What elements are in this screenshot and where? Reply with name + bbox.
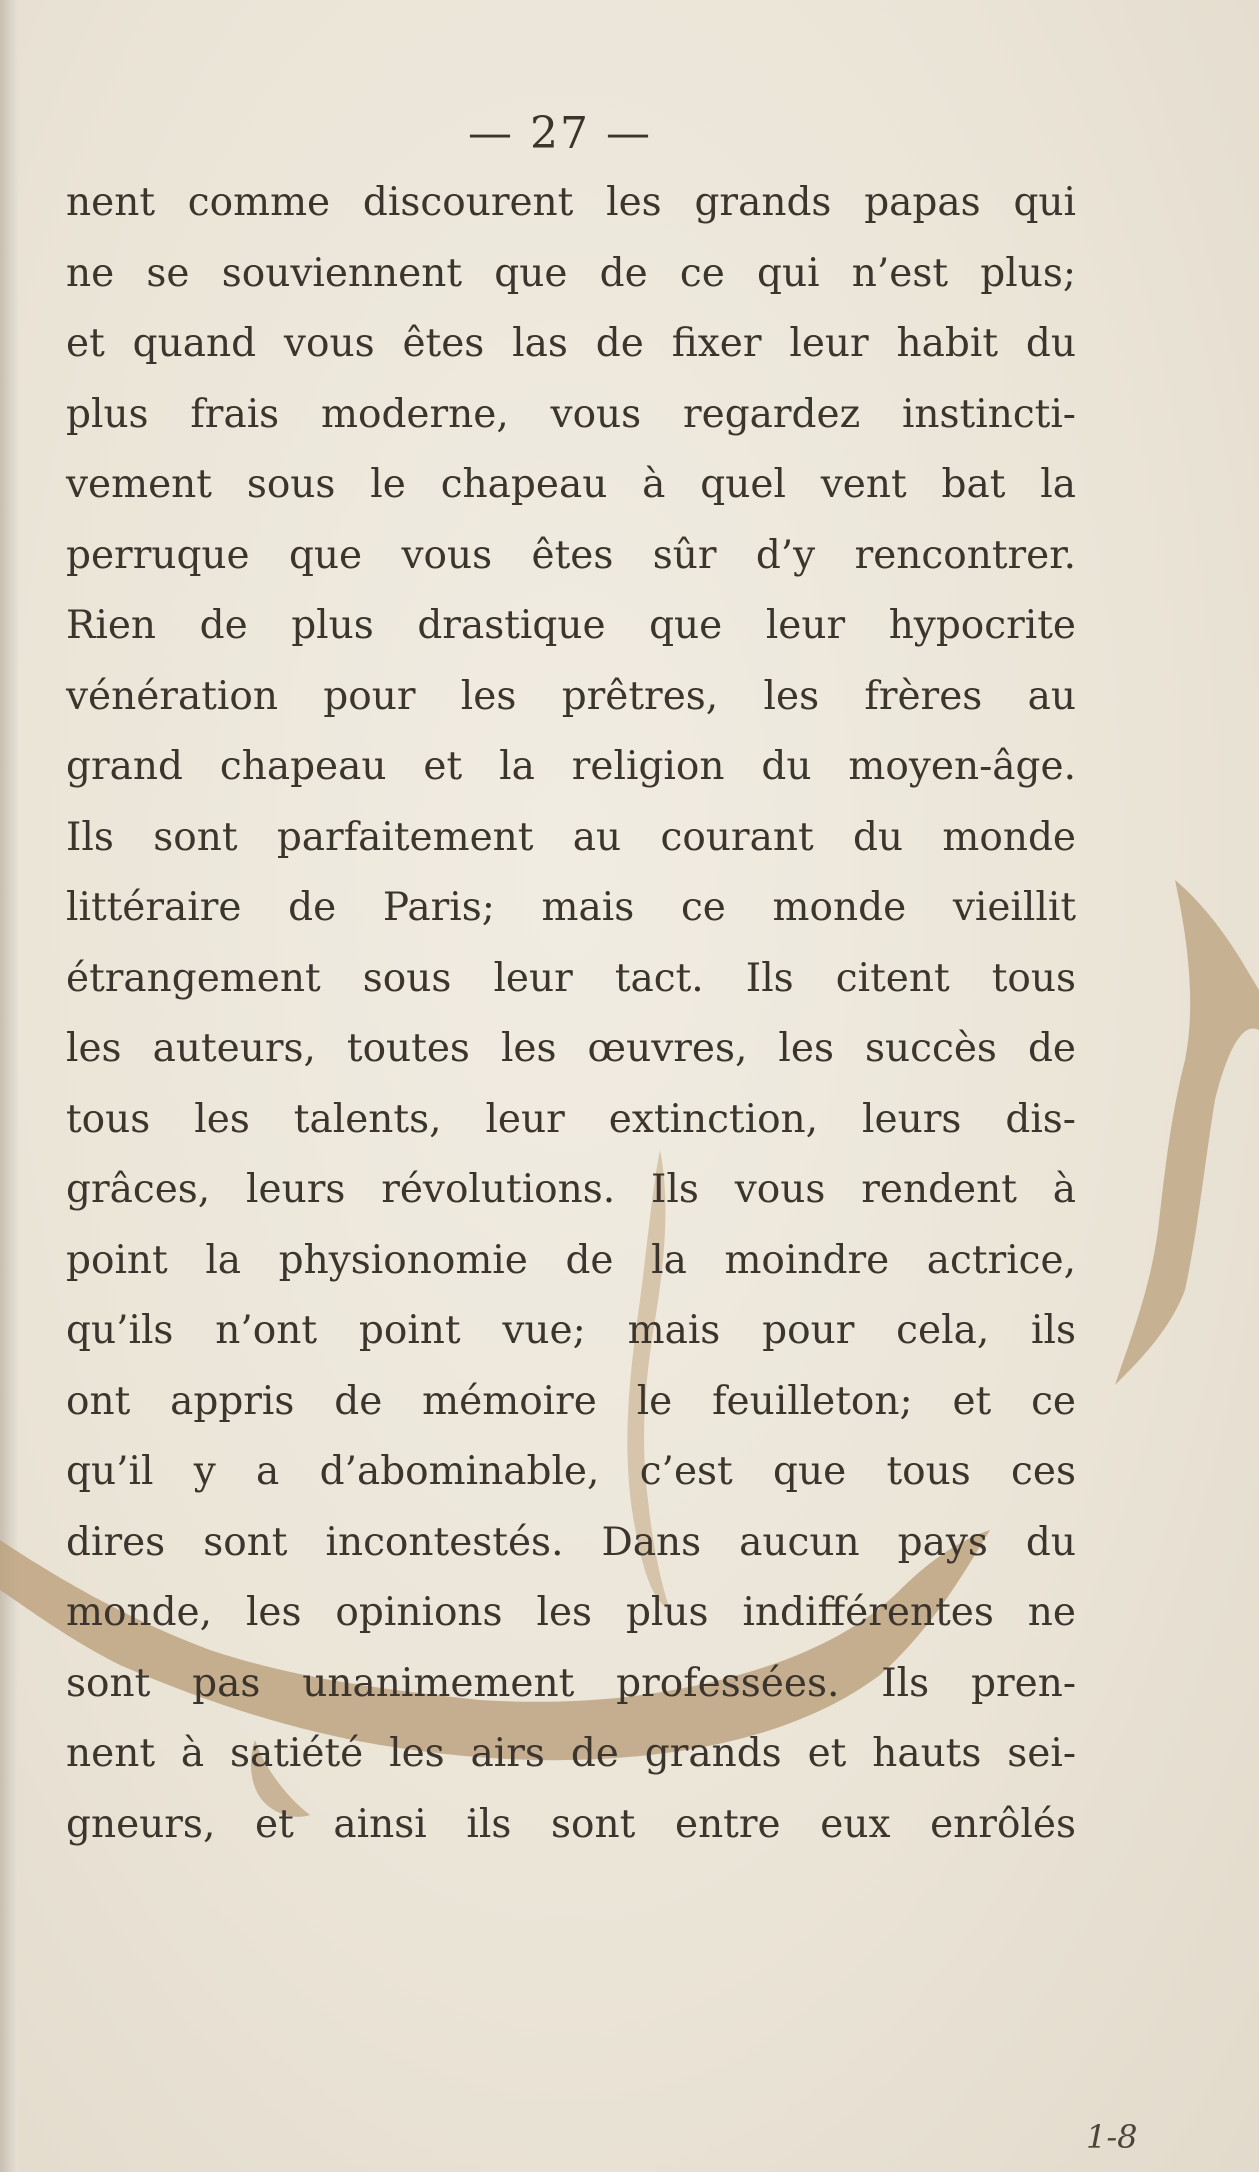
text-line: nent à satiété les airs de grands et hauts sei- (66, 1731, 1076, 1776)
text-line: tous les talents, leur extinction, leurs dis- (66, 1096, 1076, 1142)
text-line: et quand vous êtes las de fixer leur habit du (66, 321, 1076, 366)
text-line: ne se souviennent que de ce qui n’est plus; (66, 250, 1076, 296)
text-line: nent comme discourent les grands papas qui (66, 180, 1076, 225)
page-number: — 27 — (468, 108, 652, 159)
text-line: qu’ils n’ont point vue; mais pour cela, ils (66, 1308, 1076, 1353)
text-line: Ils sont parfaitement au courant du monde (66, 814, 1076, 860)
text-line: vement sous le chapeau à quel vent bat la (66, 462, 1076, 507)
text-line: grand chapeau et la religion du moyen-âge. (66, 744, 1076, 789)
text-line: point la physionomie de la moindre actrice, (66, 1237, 1076, 1283)
handwritten-folio-mark: 1-8 (1086, 2118, 1138, 2156)
text-line: qu’il y a d’abominable, c’est que tous ces (66, 1449, 1076, 1494)
text-line: grâces, leurs révolutions. Ils vous rendent à (66, 1167, 1076, 1212)
text-line: Rien de plus drastique que leur hypocrite (66, 603, 1076, 648)
text-line: sont pas unanimement professées. Ils pren- (66, 1660, 1076, 1706)
body-text (66, 168, 1076, 1860)
text-line: étrangement sous leur tact. Ils citent tous (66, 955, 1076, 1001)
text-line: ont appris de mémoire le feuilleton; et ce (66, 1378, 1076, 1424)
text-line: littéraire de Paris; mais ce monde vieillit (66, 885, 1076, 930)
text-line: perruque que vous êtes sûr d’y rencontrer. (66, 532, 1076, 578)
text-line: gneurs, et ainsi ils sont entre eux enrôlés (66, 1801, 1076, 1847)
text-line: vénération pour les prêtres, les frères au (66, 673, 1076, 719)
text-line: monde, les opinions les plus indifférentes ne (66, 1590, 1076, 1635)
text-line: les auteurs, toutes les œuvres, les succès de (66, 1026, 1076, 1071)
text-line: dires sont incontestés. Dans aucun pays du (66, 1519, 1076, 1565)
text-line: plus frais moderne, vous regardez instincti- (66, 391, 1076, 437)
